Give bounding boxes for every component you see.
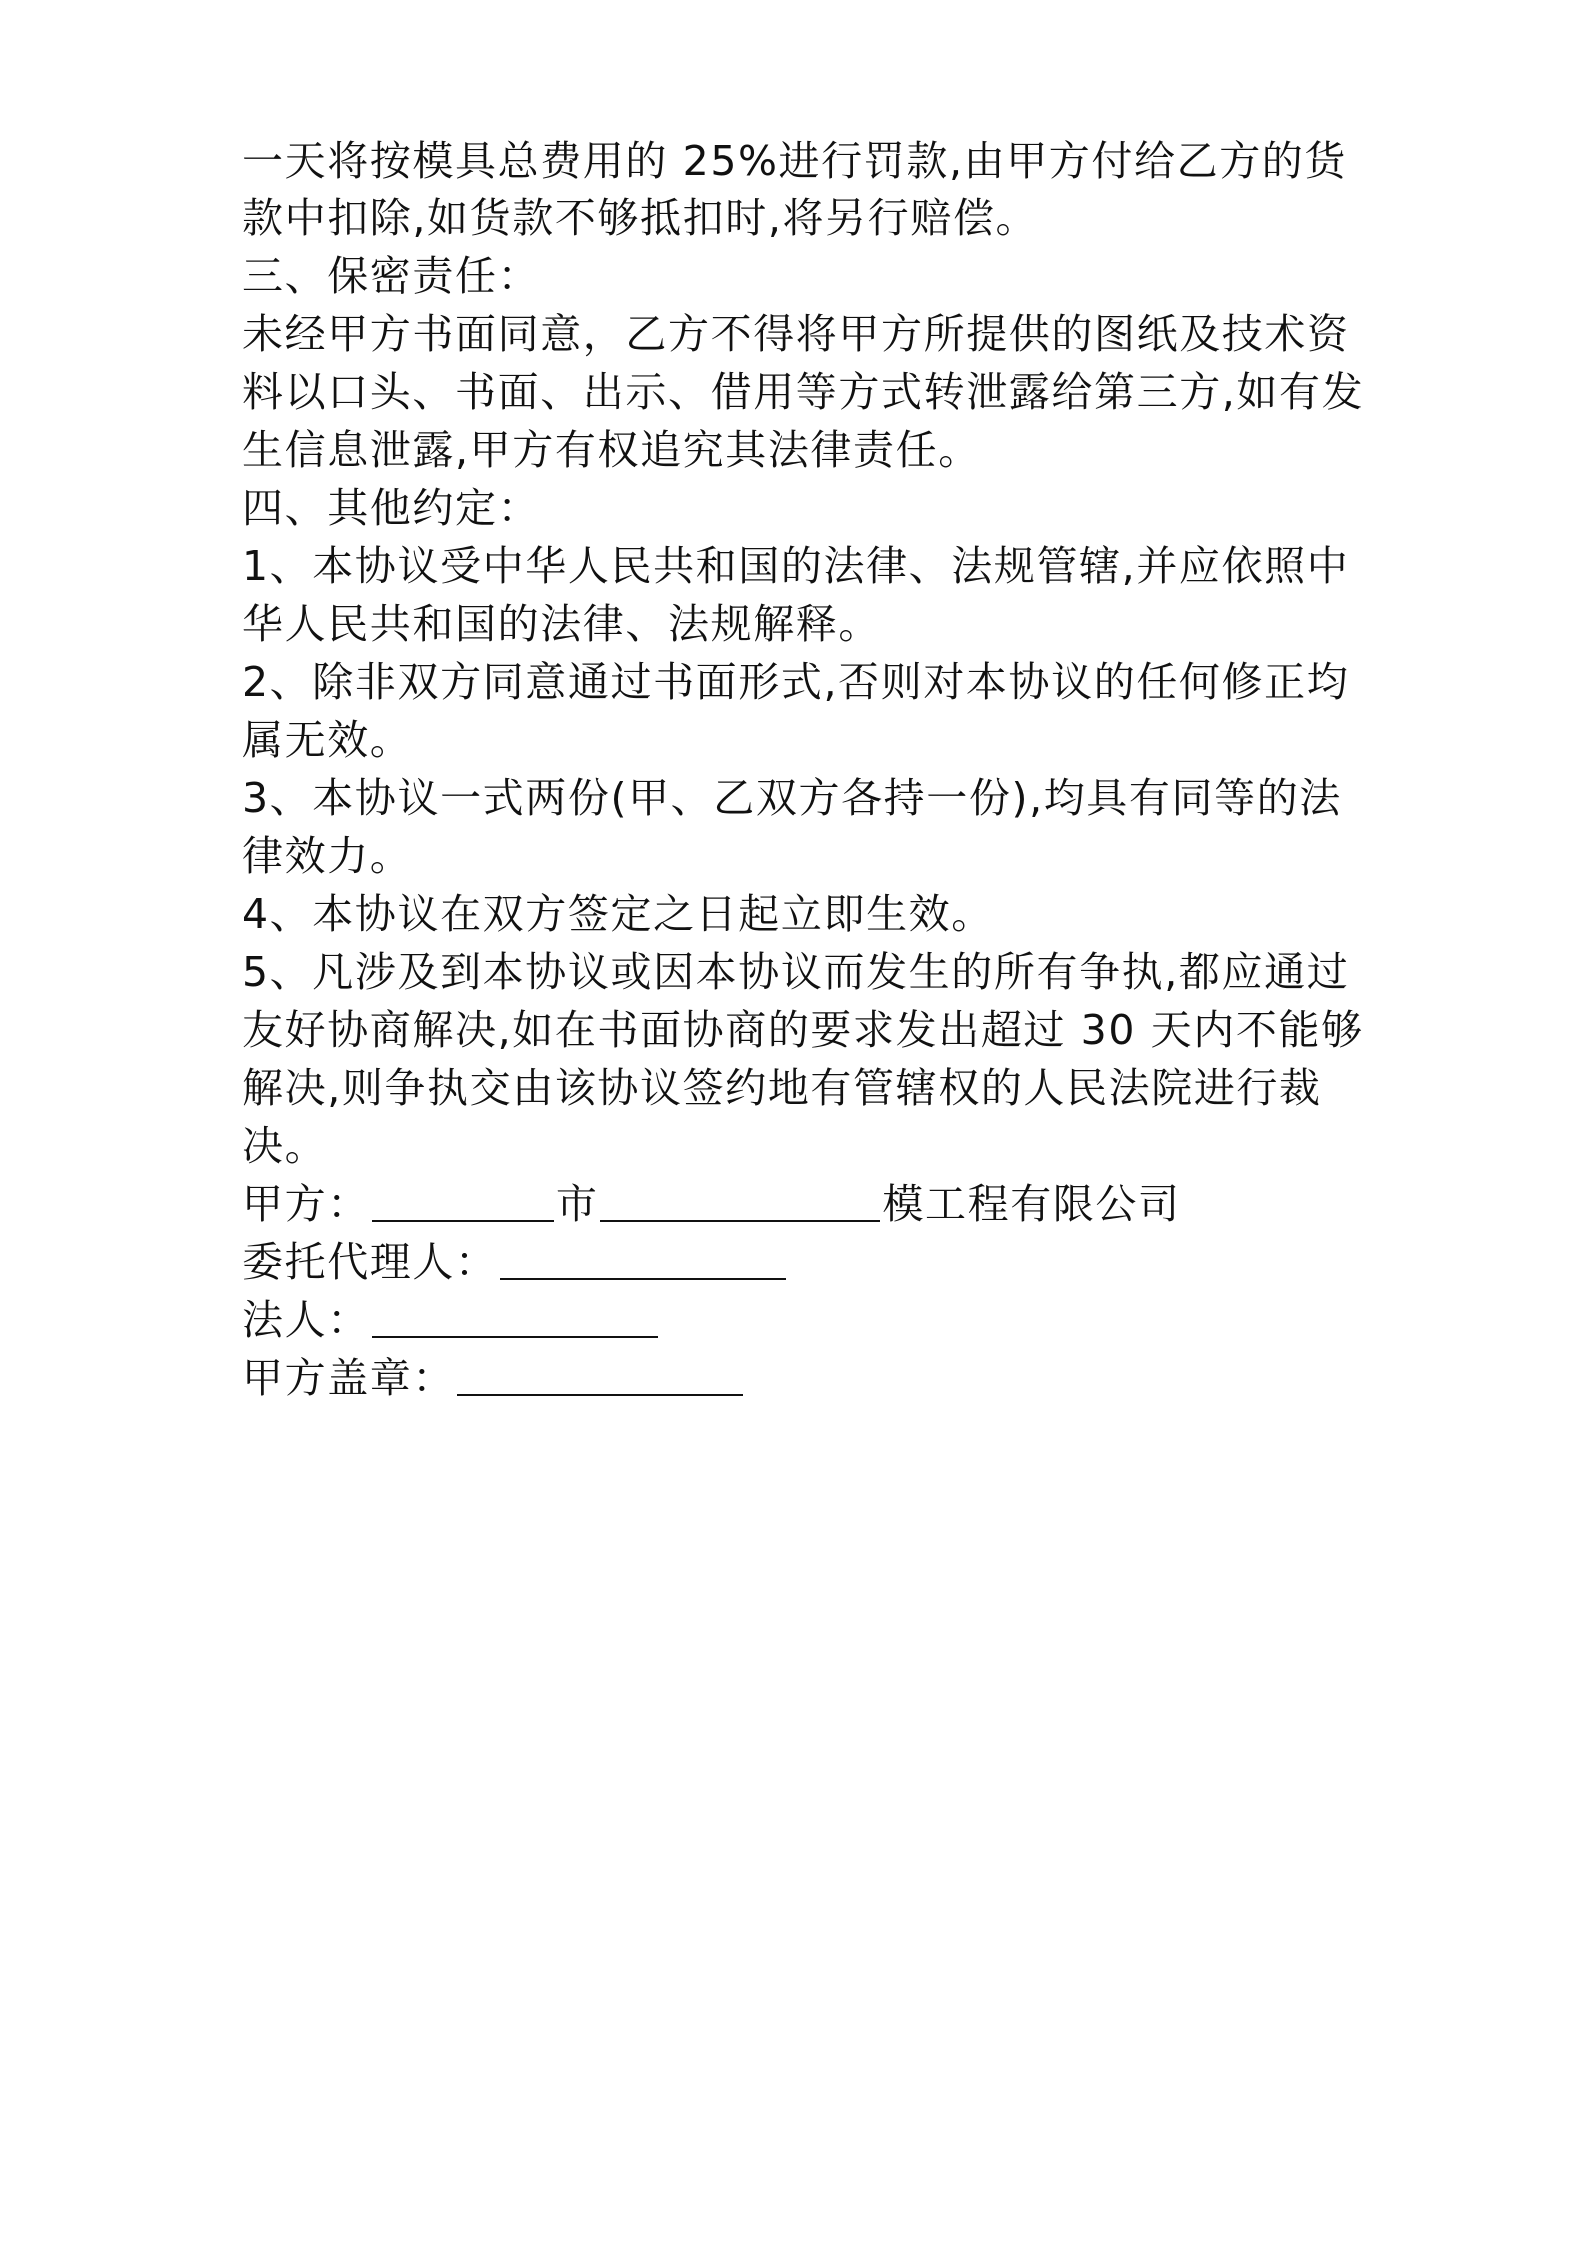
agent-line [242,1232,1362,1292]
seal-blank[interactable] [457,1348,743,1396]
legal-person-label: 法人： [242,1296,370,1344]
legal-person-line [242,1290,1362,1350]
seal-label: 甲方盖章： [242,1354,455,1402]
text-line: 决。 [242,1122,328,1170]
section-heading: 三、保密责任： [242,252,541,300]
agent-label: 委托代理人： [242,1238,498,1286]
text-line: 未经甲方书面同意，乙方不得将甲方所提供的图纸及技术资 [242,310,1350,358]
text-line: 友好协商解决,如在书面协商的要求发出超过 30 天内不能够 [242,1006,1364,1054]
company-name-blank[interactable] [600,1174,880,1222]
text-line: 3、本协议一式两份(甲、乙双方各持一份),均具有同等的法 [242,774,1342,822]
text-line: 律效力。 [242,832,413,880]
agent-blank[interactable] [500,1232,786,1280]
city-blank[interactable] [372,1174,554,1222]
text-line: 华人民共和国的法律、法规解释。 [242,600,881,648]
text-line: 料以口头、书面、出示、借用等方式转泄露给第三方,如有发 [242,368,1365,416]
text-line: 款中扣除,如货款不够抵扣时,将另行赔偿。 [242,194,1039,242]
party-a-line [242,1174,1362,1234]
section-heading: 四、其他约定： [242,484,541,532]
text-line: 1、本协议受中华人民共和国的法律、法规管辖,并应依照中 [242,542,1350,590]
text-line: 一天将按模具总费用的 25%进行罚款,由甲方付给乙方的货 [242,137,1347,185]
text-line: 4、本协议在双方签定之日起立即生效。 [242,890,994,938]
city-suffix: 市 [555,1180,599,1228]
text-line: 5、凡涉及到本协议或因本协议而发生的所有争执,都应通过 [242,948,1350,996]
party-a-label: 甲方： [242,1180,370,1228]
text-line: 解决,则争执交由该协议签约地有管辖权的人民法院进行裁 [242,1064,1322,1112]
text-line: 2、除非双方同意通过书面形式,否则对本协议的任何修正均 [242,658,1350,706]
seal-line [242,1348,1362,1408]
text-line: 生信息泄露,甲方有权追究其法律责任。 [242,426,981,474]
text-line: 属无效。 [242,716,413,764]
company-suffix: 模工程有限公司 [882,1180,1181,1228]
legal-person-blank[interactable] [372,1290,658,1338]
